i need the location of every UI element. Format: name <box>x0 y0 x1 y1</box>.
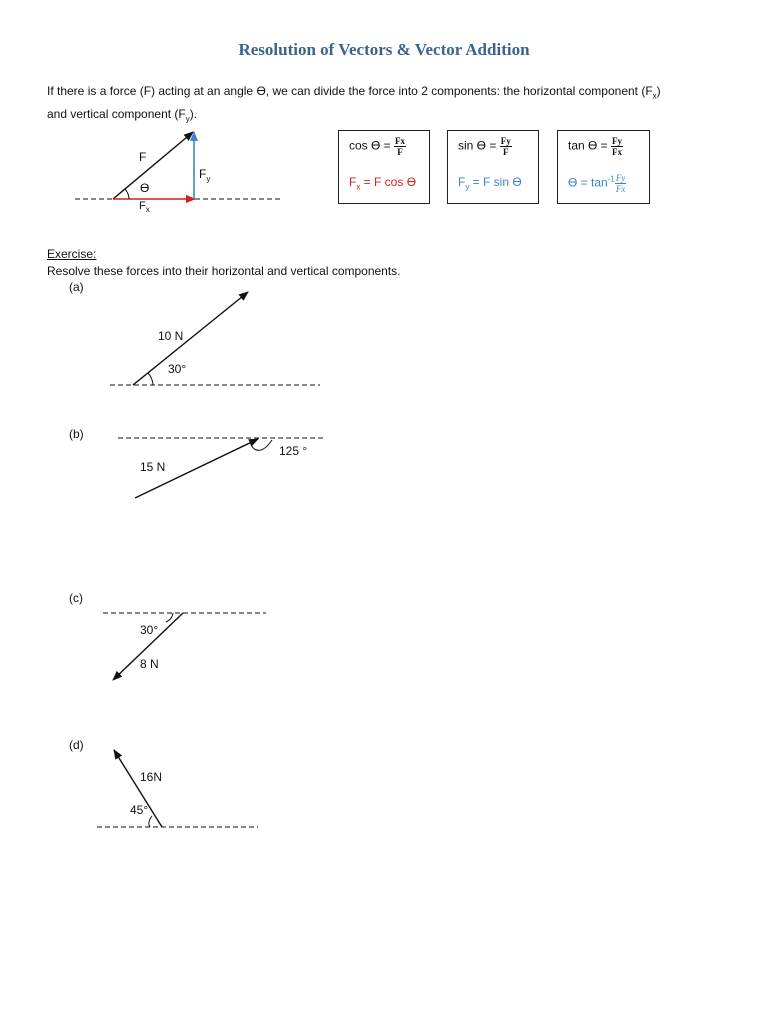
exercise-instruction: Resolve these forces into their horizontal and vertical components. <box>47 264 401 278</box>
force-label-b: 15 N <box>140 460 166 474</box>
angle-label-a: 30° <box>168 362 187 376</box>
intro-line-1: If there is a force (F) acting at an angle ϴ, we can divide the force into 2 components: the horizontal component $(F_x)$ <box>47 84 661 101</box>
part-label-c: (c) <box>69 591 83 605</box>
sin-formula-box <box>447 130 539 204</box>
sin-definition: sin ϴ = $\frac{Fy}{F}$ <box>458 136 511 157</box>
force-label-d: 16N <box>140 770 163 784</box>
cos-definition: cos ϴ = $\frac{Fx}{F}$ <box>349 136 406 157</box>
force-label-c: 8 N <box>140 657 159 671</box>
fx-formula: $F_x = F$ cos ϴ <box>349 175 417 192</box>
cos-formula-box <box>338 130 430 204</box>
angle-label: ϴ <box>140 181 150 195</box>
angle-label-b: 125 ° <box>279 444 308 458</box>
exercise-d-figure <box>97 750 258 827</box>
component-diagram <box>75 132 282 199</box>
tan-definition: tan ϴ = $\frac{Fy}{Fx}$ <box>568 136 623 157</box>
fy-label: $F_y$ <box>199 167 211 184</box>
angle-arc <box>125 189 129 199</box>
part-label-a: (a) <box>69 280 84 294</box>
tan-formula-box <box>557 130 650 204</box>
intro-line-2: and vertical component $(F_y)$. <box>47 107 198 124</box>
angle-arc-c <box>166 613 173 622</box>
angle-label-c: 30° <box>140 623 159 637</box>
part-label-b: (b) <box>69 427 84 441</box>
angle-arc-d <box>149 816 152 827</box>
force-vector <box>113 132 193 199</box>
fy-formula: $F_y = F$ sin ϴ <box>458 175 522 192</box>
exercise-a-figure <box>110 292 320 385</box>
page-title: Resolution of Vectors & Vector Addition <box>238 40 530 59</box>
angle-label-d: 45° <box>130 803 149 817</box>
force-label-a: 10 N <box>158 329 184 343</box>
exercise-c-figure <box>103 613 266 680</box>
exercise-heading: Exercise: <box>47 247 97 261</box>
vector-a <box>133 292 248 385</box>
angle-formula: $ϴ = \tan^{-1}$ $\frac{Fy}{Fx}$ <box>568 173 626 194</box>
force-label: F <box>139 150 147 164</box>
angle-arc-a <box>148 373 153 385</box>
fx-label: $F_x$ <box>139 200 150 215</box>
part-label-d: (d) <box>69 738 84 752</box>
